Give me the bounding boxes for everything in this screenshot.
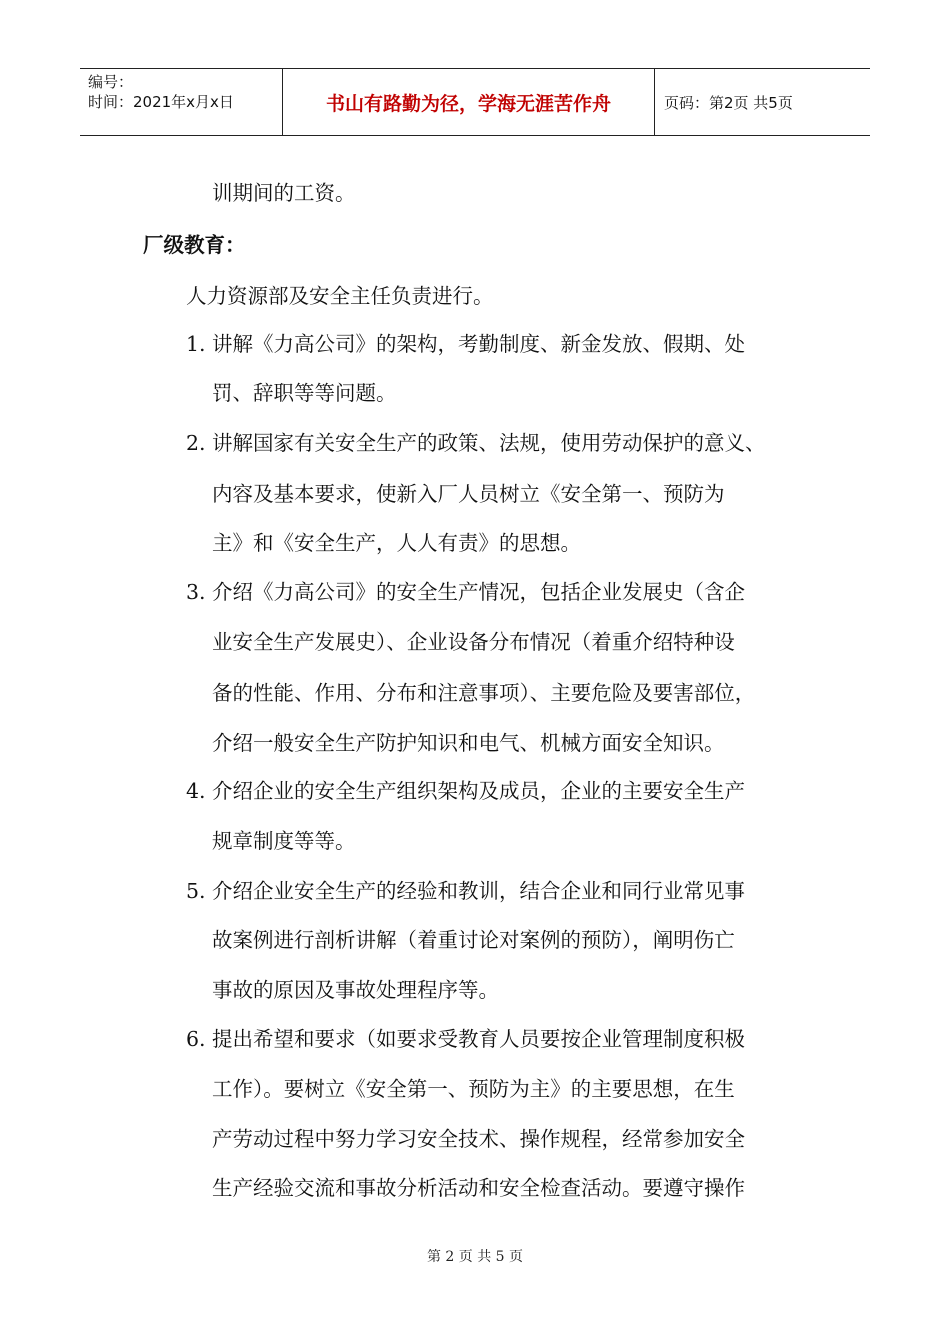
list-item-line: 工作）。要树立《安全第一、预防为主》的主要思想，在生 bbox=[212, 1077, 735, 1101]
list-item-line: 业安全生产发展史）、企业设备分布情况（着重介绍特种设 bbox=[212, 630, 735, 654]
page-header bbox=[80, 68, 870, 136]
list-item-line: 规章制度等等。 bbox=[212, 829, 356, 853]
header-page-info: 页码：第2页 共5页 bbox=[664, 93, 793, 112]
list-item-number: 3. bbox=[186, 580, 206, 604]
list-item-number: 4. bbox=[186, 779, 206, 803]
list-item-line: 讲解《力高公司》的架构，考勤制度、新金发放、假期、处 bbox=[212, 332, 745, 356]
list-item-number: 1. bbox=[186, 332, 206, 356]
list-item-line: 故案例进行剖析讲解（着重讨论对案例的预防），阐明伤亡 bbox=[212, 928, 735, 952]
section-heading: 厂级教育： bbox=[143, 233, 246, 257]
list-item-line: 介绍企业的安全生产组织架构及成员，企业的主要安全生产 bbox=[212, 779, 745, 803]
list-item-line: 生产经验交流和事故分析活动和安全检查活动。要遵守操作 bbox=[212, 1176, 745, 1200]
list-item-line: 讲解国家有关安全生产的政策、法规，使用劳动保护的意义、 bbox=[212, 431, 766, 455]
list-item-number: 5. bbox=[186, 879, 206, 903]
page-footer: 第 2 页 共 5 页 bbox=[426, 1249, 524, 1265]
list-item-line: 内容及基本要求，使新入厂人员树立《安全第一、预防为 bbox=[212, 482, 725, 506]
time-label: 时间：2021年x月x日 bbox=[88, 93, 234, 111]
list-item-line: 备的性能、作用、分布和注意事项）、主要危险及要害部位， bbox=[212, 681, 756, 705]
list-item-line: 介绍企业安全生产的经验和教训，结合企业和同行业常见事 bbox=[212, 879, 745, 903]
list-item-line: 介绍一般安全生产防护知识和电气、机械方面安全知识。 bbox=[212, 731, 725, 755]
list-item-number: 6. bbox=[186, 1027, 206, 1051]
list-item-line: 介绍《力高公司》的安全生产情况，包括企业发展史（含企 bbox=[212, 580, 745, 604]
continuation-text: 训期间的工资。 bbox=[212, 181, 356, 205]
header-motto: 书山有路勤为径，学海无涯苦作舟 bbox=[325, 92, 611, 115]
list-item-line: 提出希望和要求（如要求受教育人员要按企业管理制度积极 bbox=[212, 1027, 745, 1051]
header-divider bbox=[654, 69, 655, 135]
list-item-line: 事故的原因及事故处理程序等。 bbox=[212, 978, 499, 1002]
list-item-line: 主》和《安全生产，人人有责》的思想。 bbox=[212, 531, 581, 555]
list-item-number: 2. bbox=[186, 431, 206, 455]
list-item-line: 罚、辞职等等问题。 bbox=[212, 381, 397, 405]
list-item-line: 产劳动过程中努力学习安全技术、操作规程，经常参加安全 bbox=[212, 1127, 745, 1151]
number-label: 编号： bbox=[88, 73, 134, 91]
intro-text: 人力资源部及安全主任负责进行。 bbox=[186, 284, 494, 308]
header-meta bbox=[88, 72, 234, 112]
